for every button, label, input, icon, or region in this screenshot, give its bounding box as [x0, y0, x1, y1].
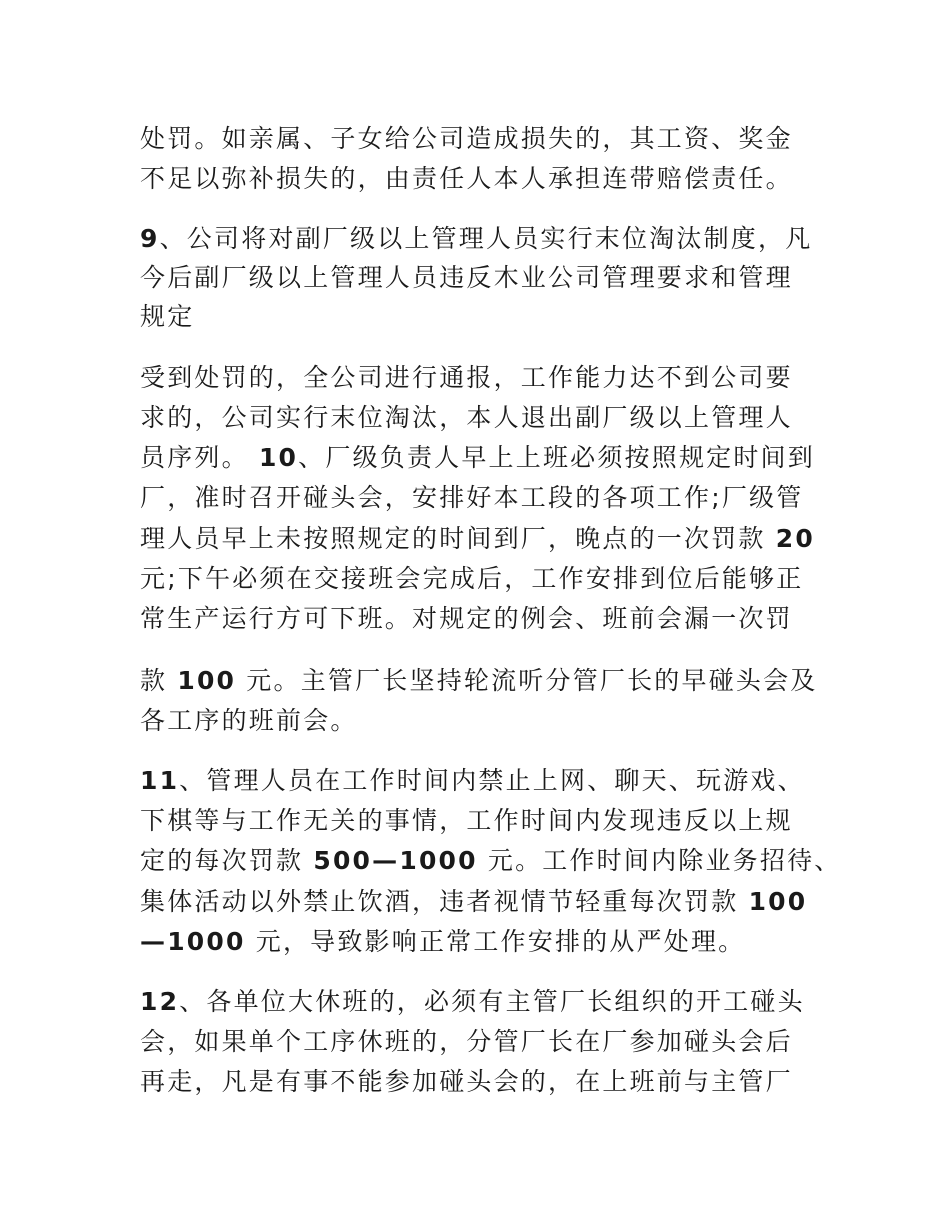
paragraph-line: 11、管理人员在工作时间内禁止上网、聊天、玩游戏、 — [140, 766, 805, 795]
paragraph-line: 定的每次罚款 500—1000 元。工作时间内除业务招待、 — [140, 846, 842, 875]
paragraph-line: 今后副厂级以上管理人员违反木业公司管理要求和管理 — [140, 263, 793, 292]
paragraph-line: 厂，准时召开碰头会，安排好本工段的各项工作;厂级管 — [140, 483, 804, 512]
paragraph-line: 规定 — [140, 302, 195, 331]
paragraph-line: 理人员早上未按照规定的时间到厂，晚点的一次罚款 20 — [140, 524, 815, 553]
paragraph-line: 再走，凡是有事不能参加碰头会的，在上班前与主管厂 — [140, 1067, 793, 1096]
paragraph-line: 款 100 元。主管厂长坚持轮流听分管厂长的早碰头会及 — [140, 666, 818, 695]
paragraph-line: 处罚。如亲属、子女给公司造成损失的，其工资、奖金 — [140, 124, 793, 153]
paragraph-line: 集体活动以外禁止饮酒，违者视情节轻重每次罚款 100 — [140, 887, 808, 916]
paragraph-line: 会，如果单个工序休班的，分管厂长在厂参加碰头会后 — [140, 1027, 793, 1056]
paragraph-line: 求的，公司实行末位淘汰，本人退出副厂级以上管理人 — [140, 403, 793, 432]
paragraph-line: 元;下午必须在交接班会完成后，工作安排到位后能够正 — [140, 564, 804, 593]
paragraph-line: 不足以弥补损失的，由责任人本人承担连带赔偿责任。 — [140, 164, 793, 193]
paragraph-line: 各工序的班前会。 — [140, 706, 358, 735]
paragraph-line: 员序列。 10、厂级负责人早上上班必须按照规定时间到 — [140, 443, 815, 472]
paragraph-line: —1000 元，导致影响正常工作安排的从严处理。 — [140, 927, 746, 956]
paragraph-line: 受到处罚的，全公司进行通报，工作能力达不到公司要 — [140, 363, 793, 392]
paragraph-line: 12、各单位大休班的，必须有主管厂长组织的开工碰头 — [140, 987, 805, 1016]
paragraph-line: 9、公司将对副厂级以上管理人员实行末位淘汰制度，凡 — [140, 224, 813, 253]
paragraph-line: 常生产运行方可下班。对规定的例会、班前会漏一次罚 — [140, 604, 793, 633]
paragraph-line: 下棋等与工作无关的事情，工作时间内发现违反以上规 — [140, 806, 793, 835]
